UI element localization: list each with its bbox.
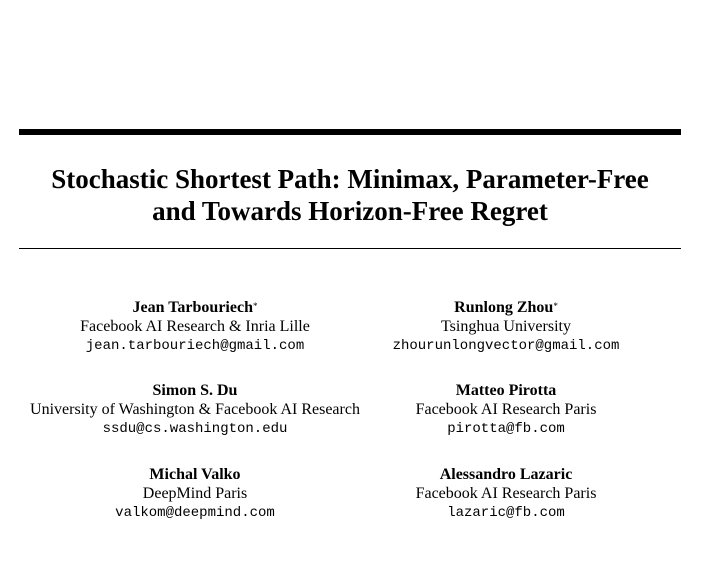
author-affiliation: Tsinghua University [441,318,571,335]
author-email: lazaric@fb.com [447,505,565,521]
author-email: valkom@deepmind.com [115,505,275,521]
author-email: pirotta@fb.com [447,421,565,437]
author-affiliation: University of Washington & Facebook AI Research [30,401,360,418]
author-name: Jean Tarbouriech* [132,299,258,316]
author-email: jean.tarbouriech@gmail.com [85,338,305,354]
author-name: Michal Valko [149,466,241,483]
author-name: Alessandro Lazaric [439,466,573,483]
paper-title-line-2: and Towards Horizon-Free Regret [152,196,548,226]
author-block-zhou [326,298,686,355]
author-email: ssdu@cs.washington.edu [102,421,288,437]
author-name: Simon S. Du [152,382,238,399]
author-block-lazaric [326,465,686,522]
title-top-rule [19,129,681,135]
paper-title [19,163,681,227]
title-bottom-rule [19,248,681,249]
author-affiliation: DeepMind Paris [142,485,248,502]
equal-contribution-mark: * [553,301,558,311]
equal-contribution-mark: * [252,301,258,311]
author-affiliation: Facebook AI Research Paris [415,401,597,418]
author-name: Matteo Pirotta [455,382,557,399]
author-block-pirotta [326,381,686,438]
author-email: zhourunlongvector@gmail.com [392,338,620,354]
paper-title-line-1: Stochastic Shortest Path: Minimax, Parameter-Free [51,164,649,194]
author-affiliation: Facebook AI Research & Inria Lille [80,318,310,335]
author-affiliation: Facebook AI Research Paris [415,485,597,502]
author-name: Runlong Zhou* [454,299,558,316]
